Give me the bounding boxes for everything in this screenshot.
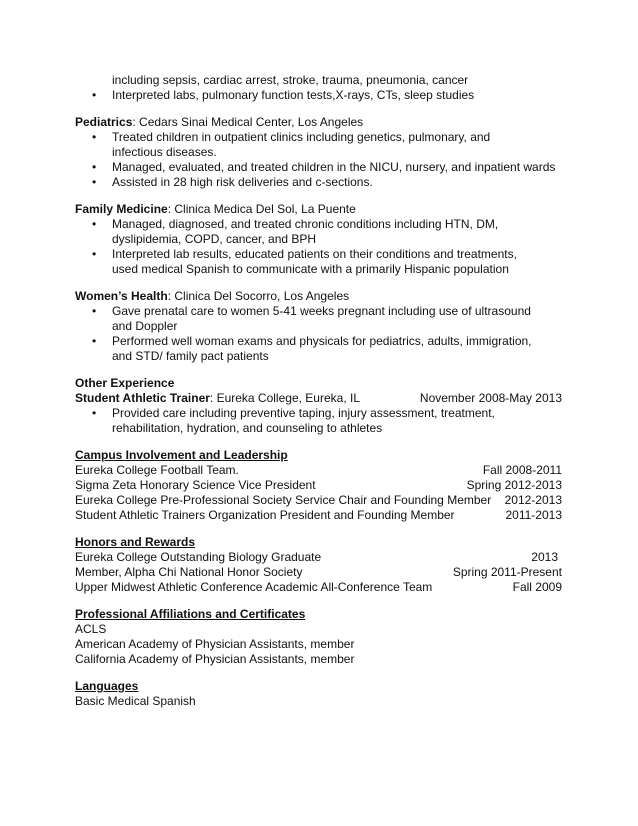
bullet-item: • Treated children in outpatient clinics including genetics, pulmonary, and infectious diseases.	[75, 130, 562, 160]
rotation-title: Pediatrics	[75, 115, 133, 129]
section-heading-languages: Languages	[75, 679, 139, 693]
honors-row	[75, 565, 562, 580]
rotation-heading-pediatrics	[75, 115, 562, 130]
job-title	[75, 391, 360, 406]
row-date: Spring 2011-Present	[452, 565, 562, 579]
bullet-item: • Managed, diagnosed, and treated chronic conditions including HTN, DM, dyslipidemia, COPD, cancer, and BPH	[75, 217, 562, 247]
row-text: Member, Alpha Chi National Honor Society	[75, 565, 303, 579]
bullet-item: • Assisted in 28 high risk deliveries and c-sections.	[75, 175, 562, 190]
honors-row	[75, 580, 562, 595]
job-role: Student Athletic Trainer	[75, 391, 210, 405]
job-dates: November 2008-May 2013	[419, 391, 562, 405]
rotation-title: Women’s Health	[75, 289, 168, 303]
bullet-item: • Provided care including preventive taping, injury assessment, treatment, rehabilitation, hydration, and counseling to athletes	[75, 406, 562, 436]
row-text: Student Athletic Trainers Organization President and Founding Member	[75, 508, 455, 522]
section-heading-affiliations: Professional Affiliations and Certificates	[75, 607, 306, 621]
section-heading-campus: Campus Involvement and Leadership	[75, 448, 288, 462]
bullet-item: • Managed, evaluated, and treated children in the NICU, nursery, and inpatient wards	[75, 160, 562, 175]
bullet-item: • Performed well woman exams and physicals for pediatrics, adults, immigration, and STD/ family pact patients	[75, 334, 562, 364]
job-line	[75, 391, 562, 406]
row-date: Fall 2008-2011	[482, 463, 562, 477]
continued-line: including sepsis, cardiac arrest, stroke, trauma, pneumonia, cancer	[112, 73, 469, 87]
row-date: 2011-2013	[505, 508, 562, 522]
row-text: Eureka College Pre-Professional Society Service Chair and Founding Member	[75, 493, 492, 507]
section-heading-other-experience: Other Experience	[75, 376, 175, 390]
resume-page	[75, 73, 562, 709]
affiliation-item: ACLS	[75, 622, 107, 636]
rotation-title: Family Medicine	[75, 202, 168, 216]
affiliation-item: California Academy of Physician Assistants, member	[75, 652, 355, 666]
language-item: Basic Medical Spanish	[75, 694, 196, 708]
bullet-item: • Gave prenatal care to women 5-41 weeks pregnant including use of ultrasound and Doppler	[75, 304, 562, 334]
job-place: : Eureka College, Eureka, IL	[209, 391, 360, 405]
row-text: Eureka College Outstanding Biology Graduate	[75, 550, 322, 564]
rotation-place: : Clinica Del Socorro, Los Angeles	[167, 289, 350, 303]
campus-row	[75, 493, 562, 508]
rotation-heading-womens-health	[75, 289, 562, 304]
row-date: Fall 2009	[512, 580, 562, 594]
row-text: Eureka College Football Team.	[75, 463, 239, 477]
campus-row	[75, 508, 562, 523]
row-text: Upper Midwest Athletic Conference Academic All-Conference Team	[75, 580, 433, 594]
honors-row	[75, 550, 562, 565]
rotation-place: : Cedars Sinai Medical Center, Los Angeles	[132, 115, 364, 129]
row-text: Sigma Zeta Honorary Science Vice President	[75, 478, 316, 492]
campus-row	[75, 478, 562, 493]
row-date: 2012-2013	[504, 493, 562, 507]
rotation-heading-family-medicine	[75, 202, 562, 217]
campus-row	[75, 463, 562, 478]
rotation-place: : Clinica Medica Del Sol, La Puente	[167, 202, 356, 216]
bullet-item: • Interpreted lab results, educated patients on their conditions and treatments, used medical Spanish to communicate with a primarily Hispanic population	[75, 247, 562, 277]
row-date: Spring 2012-2013	[466, 478, 562, 492]
row-date: 2013	[531, 550, 558, 564]
section-heading-honors: Honors and Rewards	[75, 535, 196, 549]
bullet-item: • Interpreted labs, pulmonary function tests,X-rays, CTs, sleep studies	[75, 88, 562, 103]
affiliation-item: American Academy of Physician Assistants, member	[75, 637, 355, 651]
